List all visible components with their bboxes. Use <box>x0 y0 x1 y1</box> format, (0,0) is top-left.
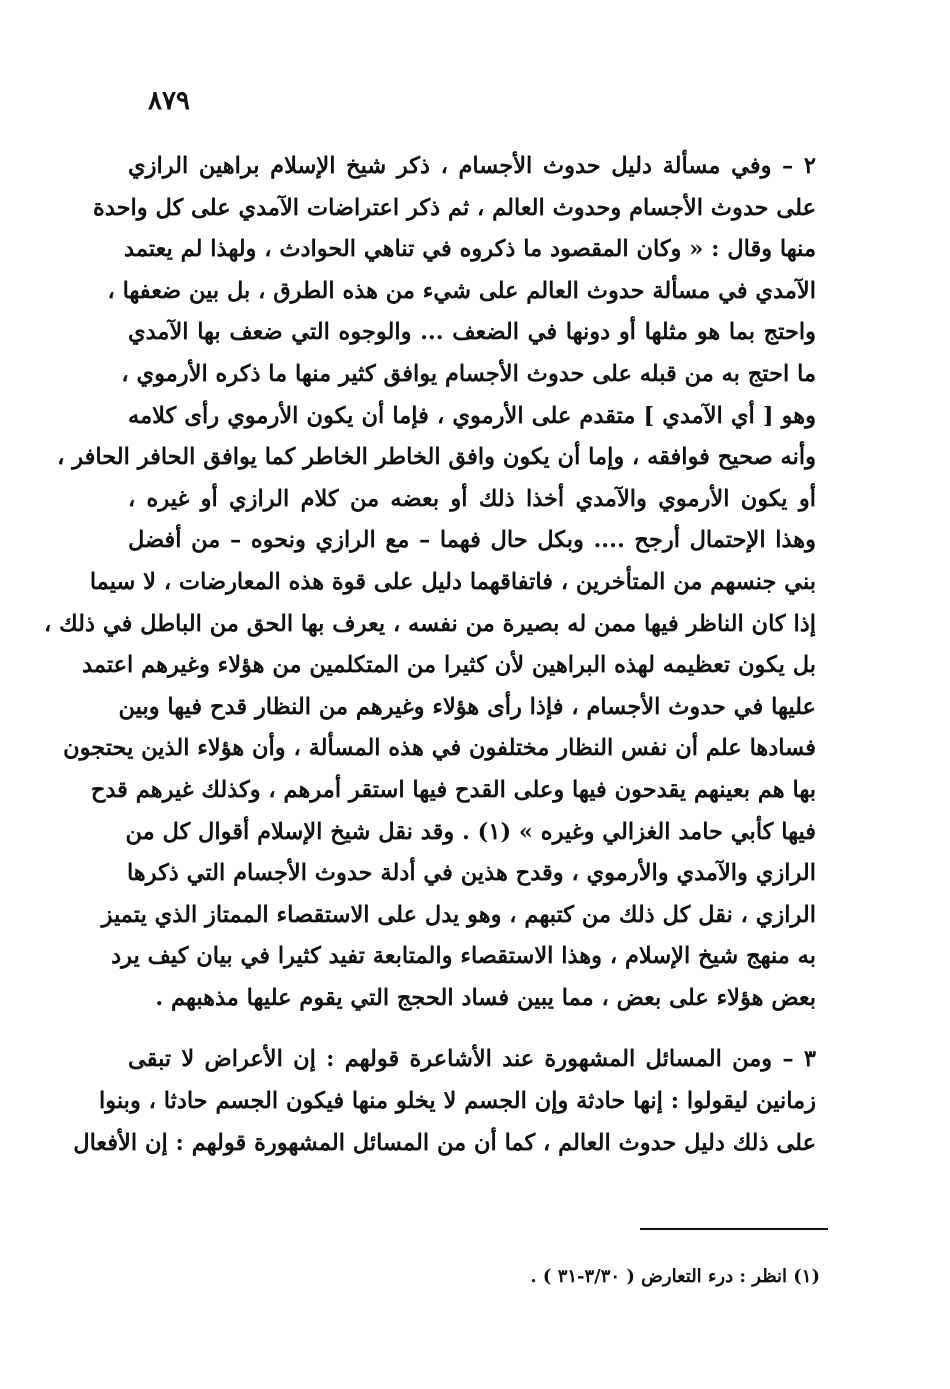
text-line: الآمدي في مسألة حدوث العالم على شيء من هذه الطرق ، بل بين ضعفها ، <box>107 277 816 304</box>
paragraph-3 <box>73 1039 816 1164</box>
text-line: وهو [ أي الآمدي ] متقدم على الأرموي ، فإما أن يكون الأرموي رأى كلامه <box>128 402 816 429</box>
text-line: زمانين ليقولوا : إنها حادثة وإن الجسم لا يخلو منها فيكون الجسم حادثا ، وبنوا <box>99 1088 816 1115</box>
text-line: بل يكون تعظيمه لهذه البراهين لأن كثيرا من المتكلمين من هؤلاء وغيرهم اعتمد <box>82 652 816 679</box>
footnote: (١) انظر : درء التعارض ( ٣/٣٠-٣١ ) . <box>530 1266 820 1287</box>
text-line: به منهج شيخ الإسلام ، وهذا الاستقصاء والمتابعة تفيد كثيرا في بيان كيف يرد <box>111 943 816 970</box>
text-line: وأنه صحيح فوافقه ، وإما أن يكون وافق الخاطر الخاطر كما يوافق الحافر الحافر ، <box>57 444 816 471</box>
text-line: أو يكون الأرموي والآمدي أخذا ذلك أو بعضه من كلام الرازي أو غيره ، <box>128 485 816 512</box>
text-line: منها وقال : « وكان المقصود ما ذكروه في تناهي الحوادث ، ولهذا لم يعتمد <box>124 236 816 263</box>
text-line: ٢ – وفي مسألة دليل حدوث الأجسام ، ذكر شيخ الإسلام براهين الرازي <box>128 153 816 179</box>
paragraph-2 <box>44 146 816 1019</box>
text-line: إذا كان الناظر فيها ممن له بصيرة من نفسه ، يعرف بها الحق من الباطل في ذلك ، <box>44 610 816 637</box>
paragraph-gap <box>128 1019 816 1039</box>
text-line: على ذلك دليل حدوث العالم ، كما أن من المسائل المشهورة قولهم : إن الأفعال <box>73 1129 816 1156</box>
body-text <box>44 146 816 1164</box>
footnote-divider <box>640 1228 828 1230</box>
text-line: ٣ – ومن المسائل المشهورة عند الأشاعرة قولهم : إن الأعراض لا تبقى <box>128 1046 816 1073</box>
page-number: ٨٧٩ <box>148 86 190 116</box>
text-line: ما احتج به من قبله على حدوث الأجسام يوافق كثير منها ما ذكره الأرموي ، <box>121 360 816 387</box>
text-line: على حدوث الأجسام وحدوث العالم ، ثم ذكر اعتراضات الآمدي على كل واحدة <box>93 194 816 221</box>
text-line: بها هم بعينهم يقدحون فيها وعلى القدح فيها استقر أمرهم ، وكذلك غيرهم قدح <box>90 776 816 803</box>
text-line: الرازي ، نقل كل ذلك من كتبهم ، وهو يدل على الاستقصاء الممتاز الذي يتميز <box>101 901 816 928</box>
text-line: بني جنسهم من المتأخرين ، فاتفاقهما دليل على قوة هذه المعارضات ، لا سيما <box>89 568 816 595</box>
text-line: الرازي والآمدي والأرموي ، وقدح هذين في أدلة حدوث الأجسام التي ذكرها <box>126 860 816 887</box>
text-line: فيها كأبي حامد الغزالي وغيره » (١) . وقد نقل شيخ الإسلام أقوال كل من <box>125 818 816 845</box>
text-line: وهذا الإحتمال أرجح .... وبكل حال فهما – مع الرازي ونحوه – من أفضل <box>128 527 816 554</box>
text-line: بعض هؤلاء على بعض ، مما يبين فساد الحجج التي يقوم عليها مذهبهم . <box>155 984 816 1011</box>
text-line: فسادها علم أن نفس النظار مختلفون في هذه المسألة ، وأن هؤلاء الذين يحتجون <box>63 735 816 762</box>
text-line: عليها في حدوث الأجسام ، فإذا رأى هؤلاء وغيرهم من النظار قدح فيها وبين <box>118 693 816 720</box>
text-line: واحتج بما هو مثلها أو دونها في الضعف ... والوجوه التي ضعف بها الآمدي <box>128 319 816 346</box>
